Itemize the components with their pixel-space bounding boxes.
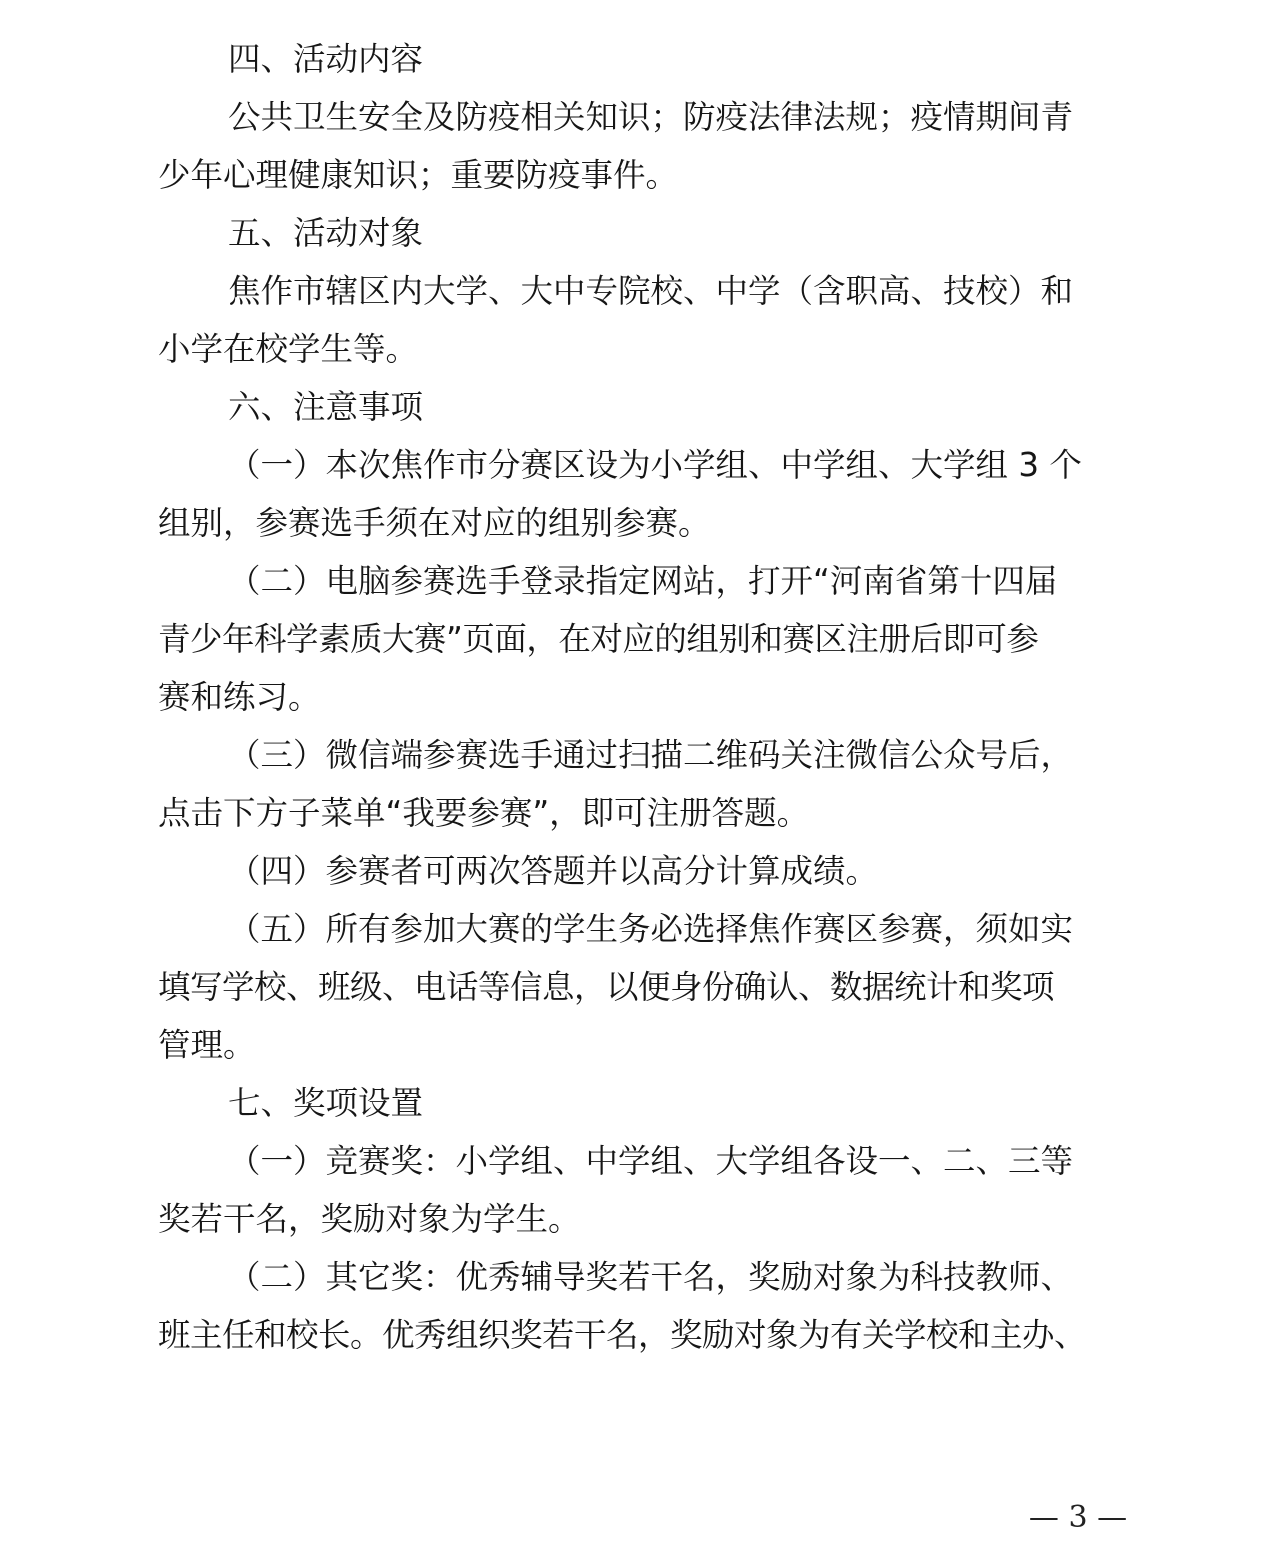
- section-heading-awards: 七、奖项设置: [228, 1084, 424, 1122]
- section-heading-activity-content: 四、活动内容: [228, 40, 424, 78]
- paragraph-line: 公共卫生安全及防疫相关知识；防疫法律法规；疫情期间青: [228, 98, 1074, 136]
- paragraph-line: 组别，参赛选手须在对应的组别参赛。: [158, 504, 711, 542]
- paragraph-line: （二）电脑参赛选手登录指定网站，打开“河南省第十四届: [228, 562, 1058, 600]
- paragraph-line: （一）本次焦作市分赛区设为小学组、中学组、大学组 3 个: [228, 446, 1082, 484]
- section-heading-activity-target: 五、活动对象: [228, 214, 424, 252]
- paragraph-line: 奖若干名，奖励对象为学生。: [158, 1200, 581, 1238]
- paragraph-line: 赛和练习。: [158, 678, 321, 716]
- paragraph-line: 少年心理健康知识；重要防疫事件。: [158, 156, 679, 194]
- paragraph-line: 点击下方子菜单“我要参赛”，即可注册答题。: [158, 794, 810, 832]
- section-heading-notes: 六、注意事项: [228, 388, 424, 426]
- paragraph-line: 焦作市辖区内大学、大中专院校、中学（含职高、技校）和: [228, 272, 1074, 310]
- paragraph-line: 管理。: [158, 1026, 256, 1064]
- page-number: — 3 —: [1028, 1500, 1128, 1535]
- paragraph-line: （四）参赛者可两次答题并以高分计算成绩。: [228, 852, 879, 890]
- paragraph-line: （一）竞赛奖：小学组、中学组、大学组各设一、二、三等: [228, 1142, 1074, 1180]
- paragraph-line: 班主任和校长。优秀组织奖若干名，奖励对象为有关学校和主办、: [158, 1316, 1087, 1354]
- paragraph-line: 填写学校、班级、电话等信息，以便身份确认、数据统计和奖项: [158, 968, 1055, 1006]
- document-body: [158, 30, 1136, 1364]
- paragraph-line: （五）所有参加大赛的学生务必选择焦作赛区参赛，须如实: [228, 910, 1074, 948]
- paragraph-line: （三）微信端参赛选手通过扫描二维码关注微信公众号后，: [228, 736, 1074, 774]
- paragraph-line: 小学在校学生等。: [158, 330, 419, 368]
- paragraph-line: 青少年科学素质大赛”页面，在对应的组别和赛区注册后即可参: [158, 620, 1039, 658]
- paragraph-line: （二）其它奖：优秀辅导奖若干名，奖励对象为科技教师、: [228, 1258, 1074, 1296]
